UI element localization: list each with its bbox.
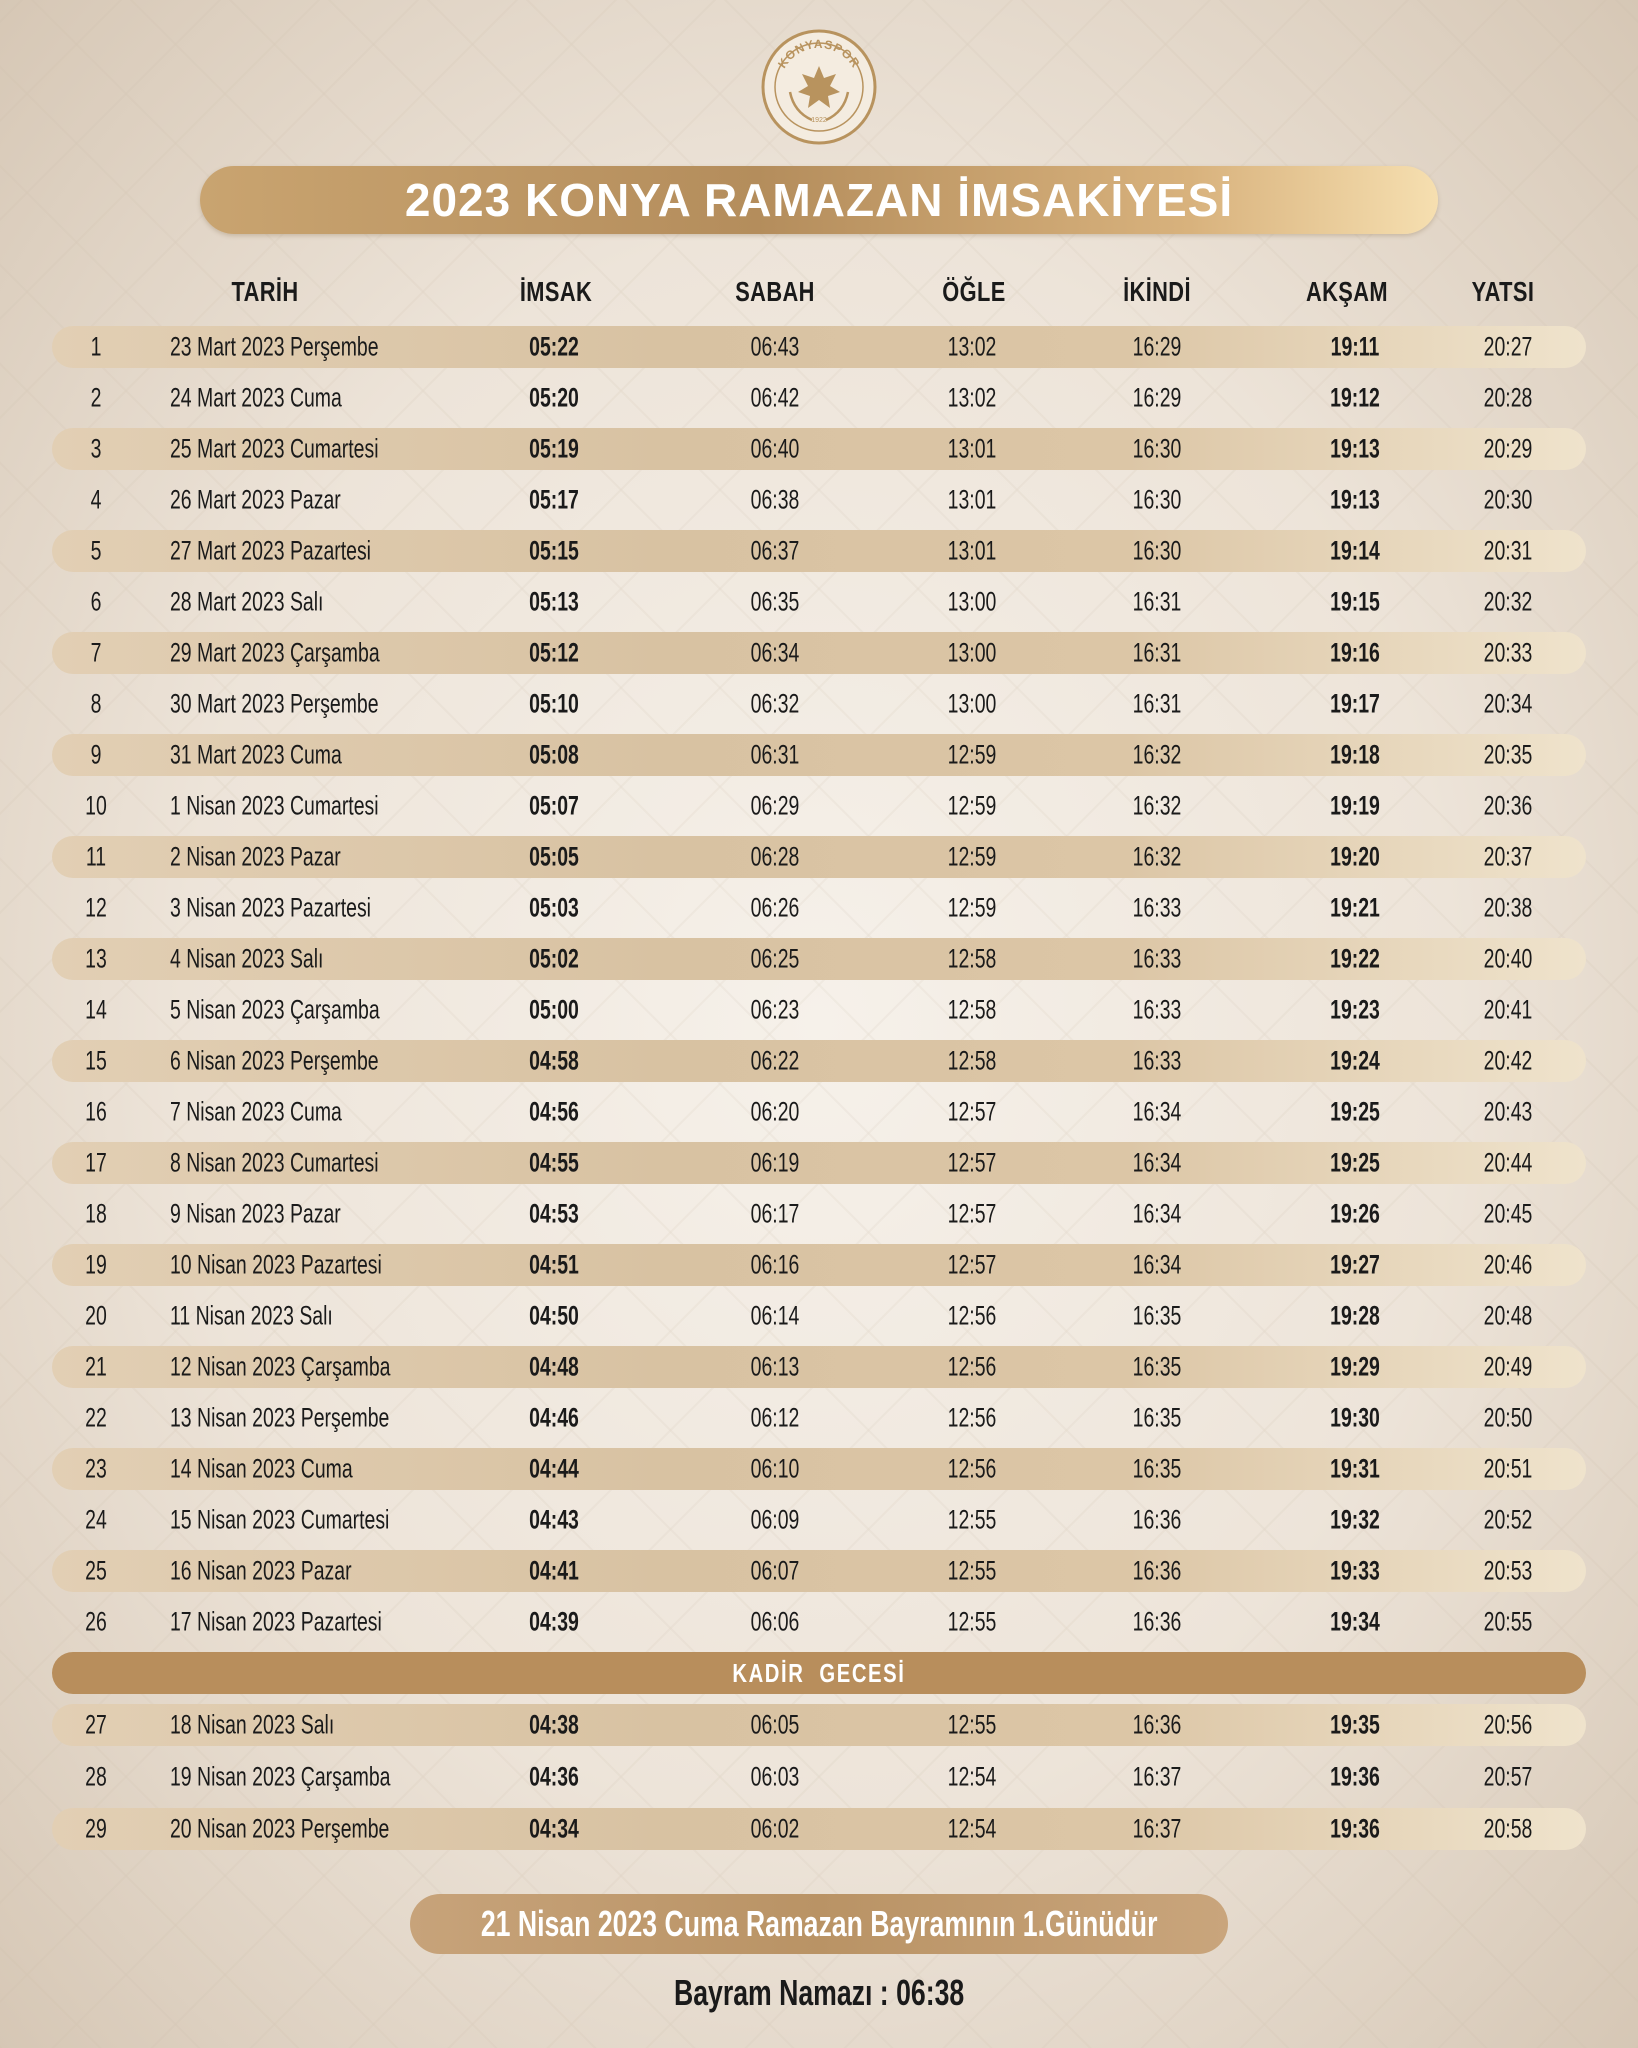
cell-sabah: 06:20 [750,1096,800,1127]
table-row [52,479,1586,521]
cell-yatsi: 20:44 [1483,1147,1533,1178]
cell-date: 14 Nisan 2023 Cuma [170,1453,353,1484]
cell-aksam: 19:19 [1330,790,1380,821]
cell-ikindi: 16:33 [1132,943,1182,974]
cell-sabah: 06:34 [750,637,800,668]
cell-no: 7 [90,637,102,668]
cell-date: 3 Nisan 2023 Pazartesi [170,892,372,923]
cell-yatsi: 20:45 [1483,1198,1533,1229]
cell-date: 2 Nisan 2023 Pazar [170,841,341,872]
cell-ikindi: 16:32 [1132,739,1182,770]
cell-ogle: 12:55 [947,1504,997,1535]
cell-ogle: 12:56 [947,1351,997,1382]
table-row [52,734,1586,776]
cell-no: 20 [85,1300,107,1331]
cell-ikindi: 16:36 [1132,1606,1182,1637]
cell-no: 3 [90,433,102,464]
cell-sabah: 06:28 [750,841,800,872]
cell-sabah: 06:12 [750,1402,800,1433]
cell-date: 28 Mart 2023 Salı [170,586,324,617]
cell-ikindi: 16:31 [1132,586,1182,617]
cell-yatsi: 20:55 [1483,1606,1533,1637]
cell-aksam: 19:32 [1330,1504,1380,1535]
cell-sabah: 06:25 [750,943,800,974]
cell-sabah: 06:16 [750,1249,800,1280]
cell-ogle: 12:57 [947,1096,997,1127]
cell-aksam: 19:25 [1330,1096,1380,1127]
cell-date: 9 Nisan 2023 Pazar [170,1198,341,1229]
cell-ikindi: 16:33 [1132,994,1182,1025]
cell-sabah: 06:29 [750,790,800,821]
cell-aksam: 19:14 [1330,535,1380,566]
table-row [52,1142,1586,1184]
cell-no: 24 [85,1504,107,1535]
cell-imsak: 04:43 [529,1504,579,1535]
cell-imsak: 04:50 [529,1300,579,1331]
cell-ikindi: 16:35 [1132,1402,1182,1433]
cell-ogle: 12:55 [947,1606,997,1637]
cell-no: 29 [85,1813,107,1844]
cell-yatsi: 20:35 [1483,739,1533,770]
cell-ogle: 13:01 [947,433,997,464]
cell-imsak: 05:08 [529,739,579,770]
table-row [52,1704,1586,1746]
cell-sabah: 06:32 [750,688,800,719]
cell-yatsi: 20:32 [1483,586,1533,617]
cell-imsak: 04:56 [529,1096,579,1127]
cell-ogle: 13:01 [947,535,997,566]
cell-date: 4 Nisan 2023 Salı [170,943,324,974]
cell-ogle: 12:58 [947,1045,997,1076]
cell-imsak: 05:02 [529,943,579,974]
cell-ikindi: 16:29 [1132,382,1182,413]
cell-ogle: 12:56 [947,1402,997,1433]
cell-ogle: 12:58 [947,994,997,1025]
cell-imsak: 04:38 [529,1709,579,1740]
cell-sabah: 06:17 [750,1198,800,1229]
logo-text: KONYASPOR [774,36,864,71]
cell-yatsi: 20:46 [1483,1249,1533,1280]
cell-imsak: 04:34 [529,1813,579,1844]
cell-no: 23 [85,1453,107,1484]
table-row [52,1499,1586,1541]
cell-sabah: 06:09 [750,1504,800,1535]
cell-no: 26 [85,1606,107,1637]
cell-ogle: 12:59 [947,790,997,821]
cell-yatsi: 20:40 [1483,943,1533,974]
table-row [52,938,1586,980]
cell-imsak: 05:20 [529,382,579,413]
table-row [52,632,1586,674]
cell-imsak: 05:10 [529,688,579,719]
cell-sabah: 06:05 [750,1709,800,1740]
page-title: 2023 KONYA RAMAZAN İMSAKİYESİ [404,174,1234,226]
cell-sabah: 06:37 [750,535,800,566]
cell-ogle: 12:57 [947,1249,997,1280]
cell-no: 22 [85,1402,107,1433]
cell-date: 18 Nisan 2023 Salı [170,1709,335,1740]
cell-date: 23 Mart 2023 Perşembe [170,331,379,362]
cell-no: 15 [85,1045,107,1076]
bayram-namazi-text: Bayram Namazı : 06:38 [673,1972,965,2013]
cell-sabah: 06:03 [750,1761,800,1792]
cell-sabah: 06:10 [750,1453,800,1484]
cell-yatsi: 20:49 [1483,1351,1533,1382]
cell-date: 5 Nisan 2023 Çarşamba [170,994,380,1025]
cell-date: 8 Nisan 2023 Cumartesi [170,1147,379,1178]
cell-aksam: 19:23 [1330,994,1380,1025]
cell-ogle: 12:59 [947,841,997,872]
cell-ikindi: 16:34 [1132,1147,1182,1178]
cell-no: 18 [85,1198,107,1229]
cell-aksam: 19:26 [1330,1198,1380,1229]
cell-no: 2 [90,382,102,413]
cell-aksam: 19:15 [1330,586,1380,617]
cell-aksam: 19:36 [1330,1761,1380,1792]
cell-ikindi: 16:30 [1132,484,1182,515]
title-banner [200,166,1438,234]
cell-imsak: 05:17 [529,484,579,515]
cell-date: 1 Nisan 2023 Cumartesi [170,790,379,821]
table-row [52,1601,1586,1643]
cell-ikindi: 16:32 [1132,841,1182,872]
cell-aksam: 19:21 [1330,892,1380,923]
cell-date: 25 Mart 2023 Cumartesi [170,433,379,464]
cell-aksam: 19:34 [1330,1606,1380,1637]
table-row [52,887,1586,929]
cell-aksam: 19:30 [1330,1402,1380,1433]
table-row [52,581,1586,623]
table-row [52,1091,1586,1133]
cell-date: 19 Nisan 2023 Çarşamba [170,1761,391,1792]
cell-imsak: 04:44 [529,1453,579,1484]
header-ogle: ÖĞLE [942,276,1006,307]
cell-imsak: 04:58 [529,1045,579,1076]
cell-ogle: 13:01 [947,484,997,515]
cell-aksam: 19:17 [1330,688,1380,719]
cell-ikindi: 16:32 [1132,790,1182,821]
cell-date: 26 Mart 2023 Pazar [170,484,341,515]
cell-imsak: 05:12 [529,637,579,668]
cell-sabah: 06:22 [750,1045,800,1076]
cell-ikindi: 16:30 [1132,433,1182,464]
cell-ikindi: 16:35 [1132,1453,1182,1484]
cell-ikindi: 16:35 [1132,1300,1182,1331]
header-aksam: AKŞAM [1305,276,1389,307]
cell-imsak: 05:07 [529,790,579,821]
cell-ikindi: 16:37 [1132,1761,1182,1792]
cell-date: 29 Mart 2023 Çarşamba [170,637,380,668]
cell-aksam: 19:13 [1330,433,1380,464]
cell-aksam: 19:22 [1330,943,1380,974]
cell-ogle: 13:00 [947,688,997,719]
cell-imsak: 04:55 [529,1147,579,1178]
cell-sabah: 06:35 [750,586,800,617]
cell-no: 1 [90,331,102,362]
cell-yatsi: 20:52 [1483,1504,1533,1535]
cell-date: 7 Nisan 2023 Cuma [170,1096,342,1127]
cell-yatsi: 20:53 [1483,1555,1533,1586]
cell-no: 6 [90,586,102,617]
header-yatsi: YATSI [1471,276,1535,307]
table-row [52,989,1586,1031]
kadir-gecesi-label: KADİR GECESİ [732,1657,906,1688]
cell-ikindi: 16:36 [1132,1709,1182,1740]
cell-date: 31 Mart 2023 Cuma [170,739,342,770]
table-row [52,836,1586,878]
cell-sabah: 06:43 [750,331,800,362]
cell-yatsi: 20:56 [1483,1709,1533,1740]
cell-ogle: 12:57 [947,1198,997,1229]
table-row [52,1397,1586,1439]
cell-yatsi: 20:41 [1483,994,1533,1025]
cell-sabah: 06:06 [750,1606,800,1637]
table-row [52,1346,1586,1388]
cell-ikindi: 16:34 [1132,1249,1182,1280]
cell-ogle: 12:59 [947,739,997,770]
cell-date: 11 Nisan 2023 Salı [170,1300,333,1331]
cell-yatsi: 20:48 [1483,1300,1533,1331]
cell-date: 10 Nisan 2023 Pazartesi [170,1249,382,1280]
cell-aksam: 19:28 [1330,1300,1380,1331]
cell-imsak: 04:48 [529,1351,579,1382]
cell-no: 12 [85,892,107,923]
cell-imsak: 04:41 [529,1555,579,1586]
cell-no: 25 [85,1555,107,1586]
header-ikindi: İKİNDİ [1123,276,1191,307]
cell-ikindi: 16:35 [1132,1351,1182,1382]
cell-ogle: 13:02 [947,331,997,362]
cell-no: 19 [85,1249,107,1280]
header-tarih: TARİH [231,276,299,307]
table-row [52,1244,1586,1286]
cell-ogle: 12:54 [947,1813,997,1844]
cell-imsak: 05:00 [529,994,579,1025]
table-row [52,1040,1586,1082]
table-row [52,1295,1586,1337]
cell-ogle: 13:02 [947,382,997,413]
cell-aksam: 19:24 [1330,1045,1380,1076]
cell-sabah: 06:07 [750,1555,800,1586]
cell-aksam: 19:35 [1330,1709,1380,1740]
cell-no: 21 [85,1351,107,1382]
cell-aksam: 19:18 [1330,739,1380,770]
cell-aksam: 19:16 [1330,637,1380,668]
cell-aksam: 19:13 [1330,484,1380,515]
cell-ogle: 12:59 [947,892,997,923]
cell-ikindi: 16:36 [1132,1555,1182,1586]
cell-date: 6 Nisan 2023 Perşembe [170,1045,379,1076]
cell-yatsi: 20:50 [1483,1402,1533,1433]
cell-ikindi: 16:34 [1132,1198,1182,1229]
cell-sabah: 06:02 [750,1813,800,1844]
table-row [52,1448,1586,1490]
cell-yatsi: 20:34 [1483,688,1533,719]
cell-date: 13 Nisan 2023 Perşembe [170,1402,390,1433]
cell-date: 30 Mart 2023 Perşembe [170,688,379,719]
cell-yatsi: 20:30 [1483,484,1533,515]
cell-ogle: 12:55 [947,1555,997,1586]
cell-sabah: 06:38 [750,484,800,515]
cell-yatsi: 20:58 [1483,1813,1533,1844]
cell-ogle: 13:00 [947,586,997,617]
cell-ogle: 12:57 [947,1147,997,1178]
cell-yatsi: 20:36 [1483,790,1533,821]
cell-imsak: 05:05 [529,841,579,872]
table-header [0,276,1638,316]
cell-imsak: 05:15 [529,535,579,566]
cell-imsak: 05:22 [529,331,579,362]
cell-imsak: 04:36 [529,1761,579,1792]
table-row [52,683,1586,725]
cell-yatsi: 20:33 [1483,637,1533,668]
cell-aksam: 19:29 [1330,1351,1380,1382]
cell-yatsi: 20:51 [1483,1453,1533,1484]
cell-ikindi: 16:36 [1132,1504,1182,1535]
cell-aksam: 19:33 [1330,1555,1380,1586]
table-row [52,1808,1586,1850]
cell-imsak: 04:51 [529,1249,579,1280]
cell-imsak: 04:39 [529,1606,579,1637]
cell-imsak: 04:46 [529,1402,579,1433]
cell-yatsi: 20:37 [1483,841,1533,872]
table-row [52,1193,1586,1235]
cell-aksam: 19:36 [1330,1813,1380,1844]
cell-sabah: 06:31 [750,739,800,770]
table-row [52,785,1586,827]
cell-ogle: 12:55 [947,1709,997,1740]
logo-year: 1922 [811,117,827,124]
cell-sabah: 06:14 [750,1300,800,1331]
cell-date: 20 Nisan 2023 Perşembe [170,1813,390,1844]
cell-date: 12 Nisan 2023 Çarşamba [170,1351,391,1382]
cell-aksam: 19:31 [1330,1453,1380,1484]
cell-no: 11 [85,841,107,872]
cell-ogle: 12:56 [947,1300,997,1331]
cell-aksam: 19:11 [1330,331,1380,362]
cell-imsak: 05:13 [529,586,579,617]
cell-no: 9 [90,739,102,770]
cell-no: 14 [85,994,107,1025]
cell-aksam: 19:12 [1330,382,1380,413]
cell-aksam: 19:20 [1330,841,1380,872]
cell-date: 24 Mart 2023 Cuma [170,382,342,413]
cell-no: 8 [90,688,102,719]
cell-sabah: 06:23 [750,994,800,1025]
cell-no: 17 [85,1147,107,1178]
cell-sabah: 06:19 [750,1147,800,1178]
cell-aksam: 19:27 [1330,1249,1380,1280]
cell-yatsi: 20:43 [1483,1096,1533,1127]
cell-yatsi: 20:27 [1483,331,1533,362]
cell-ikindi: 16:33 [1132,1045,1182,1076]
cell-ogle: 13:00 [947,637,997,668]
cell-yatsi: 20:57 [1483,1761,1533,1792]
header-sabah: SABAH [735,276,815,307]
cell-sabah: 06:42 [750,382,800,413]
cell-ikindi: 16:29 [1132,331,1182,362]
cell-date: 16 Nisan 2023 Pazar [170,1555,352,1586]
table-row [52,326,1586,368]
cell-ogle: 12:58 [947,943,997,974]
cell-no: 27 [85,1709,107,1740]
cell-ikindi: 16:34 [1132,1096,1182,1127]
table-row [52,530,1586,572]
cell-date: 15 Nisan 2023 Cumartesi [170,1504,390,1535]
cell-ikindi: 16:33 [1132,892,1182,923]
cell-sabah: 06:40 [750,433,800,464]
table-row [52,377,1586,419]
cell-no: 5 [90,535,102,566]
table-row [52,1756,1586,1798]
cell-ogle: 12:54 [947,1761,997,1792]
table-row [52,1550,1586,1592]
cell-no: 28 [85,1761,107,1792]
cell-ikindi: 16:31 [1132,637,1182,668]
cell-no: 16 [85,1096,107,1127]
kadir-gecesi-banner [52,1652,1586,1694]
konyaspor-logo [760,28,878,146]
cell-yatsi: 20:29 [1483,433,1533,464]
cell-no: 4 [90,484,102,515]
header-imsak: İMSAK [519,276,593,307]
bayram-notice: 21 Nisan 2023 Cuma Ramazan Bayramının 1.Günüdür [480,1903,1158,1944]
cell-no: 10 [85,790,107,821]
cell-imsak: 05:03 [529,892,579,923]
cell-ikindi: 16:31 [1132,688,1182,719]
cell-yatsi: 20:42 [1483,1045,1533,1076]
cell-yatsi: 20:38 [1483,892,1533,923]
cell-ogle: 12:56 [947,1453,997,1484]
cell-ikindi: 16:30 [1132,535,1182,566]
cell-date: 27 Mart 2023 Pazartesi [170,535,371,566]
table-row [52,428,1586,470]
cell-imsak: 05:19 [529,433,579,464]
bayram-namazi [0,1972,1638,2014]
bayram-notice-banner [410,1894,1228,1954]
cell-sabah: 06:13 [750,1351,800,1382]
cell-imsak: 04:53 [529,1198,579,1229]
cell-yatsi: 20:31 [1483,535,1533,566]
cell-no: 13 [85,943,107,974]
cell-aksam: 19:25 [1330,1147,1380,1178]
cell-ikindi: 16:37 [1132,1813,1182,1844]
cell-sabah: 06:26 [750,892,800,923]
cell-date: 17 Nisan 2023 Pazartesi [170,1606,382,1637]
cell-yatsi: 20:28 [1483,382,1533,413]
